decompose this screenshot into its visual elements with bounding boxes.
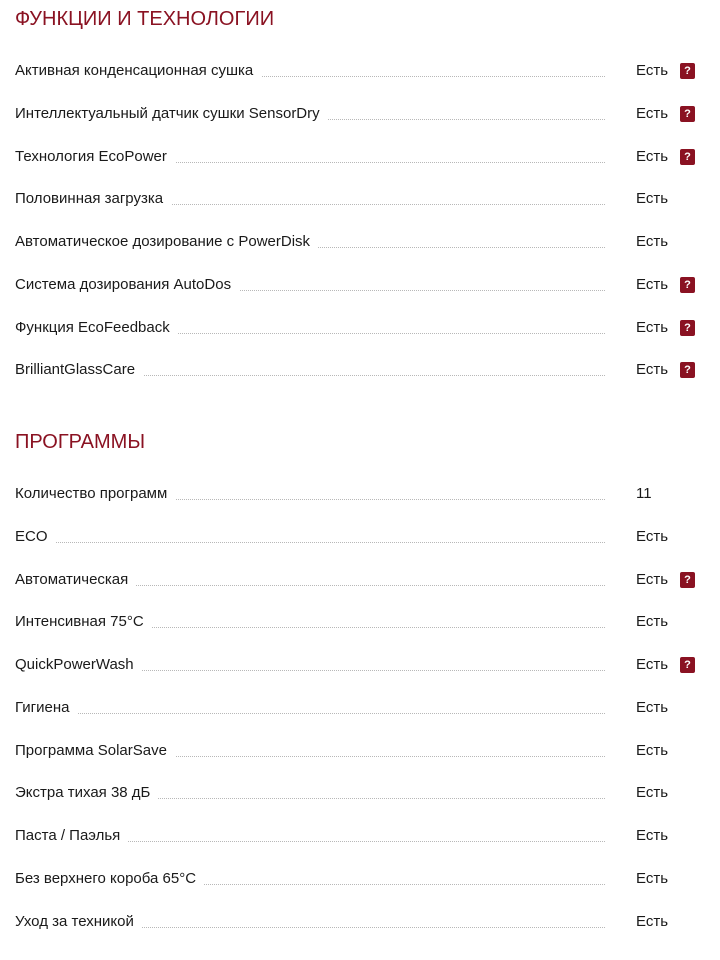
spec-value: Есть bbox=[636, 699, 669, 716]
help-icon[interactable]: ? bbox=[680, 149, 695, 165]
spec-label: Автоматическая bbox=[15, 569, 136, 591]
spec-row bbox=[15, 654, 705, 676]
spec-value: Есть bbox=[636, 361, 669, 378]
spec-label: BrilliantGlassCare bbox=[15, 359, 143, 381]
spec-label: Активная конденсационная сушка bbox=[15, 60, 261, 82]
spec-value: Есть bbox=[636, 613, 669, 630]
spec-row bbox=[15, 60, 705, 82]
spec-label: Интеллектуальный датчик сушки SensorDry bbox=[15, 103, 328, 125]
spec-value: Есть bbox=[636, 784, 669, 801]
spec-row bbox=[15, 526, 705, 548]
spec-row bbox=[15, 188, 705, 210]
spec-label: Без верхнего короба 65°C bbox=[15, 868, 204, 890]
spec-row bbox=[15, 359, 705, 381]
spec-label: Автоматическое дозирование с PowerDisk bbox=[15, 231, 318, 253]
spec-label: Экстра тихая 38 дБ bbox=[15, 782, 158, 804]
spec-label: Функция EcoFeedback bbox=[15, 317, 178, 339]
spec-value: Есть bbox=[636, 870, 669, 887]
spec-row bbox=[15, 740, 705, 762]
spec-row bbox=[15, 274, 705, 296]
spec-value: Есть bbox=[636, 233, 669, 250]
spec-row bbox=[15, 231, 705, 253]
spec-value: 11 bbox=[636, 485, 652, 502]
section-title-features: ФУНКЦИИ И ТЕХНОЛОГИИ bbox=[15, 8, 275, 30]
help-icon[interactable]: ? bbox=[680, 362, 695, 378]
help-icon[interactable]: ? bbox=[680, 572, 695, 588]
spec-label: Технология EcoPower bbox=[15, 146, 175, 168]
spec-value: Есть bbox=[636, 190, 669, 207]
spec-label: Система дозирования AutoDos bbox=[15, 274, 239, 296]
spec-row bbox=[15, 146, 705, 168]
spec-value: Есть bbox=[636, 528, 669, 545]
spec-label: Половинная загрузка bbox=[15, 188, 171, 210]
dotted-leader bbox=[15, 713, 605, 714]
help-icon[interactable]: ? bbox=[680, 320, 695, 336]
help-icon[interactable]: ? bbox=[680, 657, 695, 673]
spec-value: Есть bbox=[636, 319, 669, 336]
spec-value: Есть bbox=[636, 742, 669, 759]
spec-row bbox=[15, 103, 705, 125]
help-icon[interactable]: ? bbox=[680, 277, 695, 293]
spec-label: Интенсивная 75°C bbox=[15, 611, 152, 633]
spec-row bbox=[15, 911, 705, 933]
help-icon[interactable]: ? bbox=[680, 106, 695, 122]
spec-value: Есть bbox=[636, 276, 669, 293]
help-icon[interactable]: ? bbox=[680, 63, 695, 79]
spec-value: Есть bbox=[636, 62, 669, 79]
spec-value: Есть bbox=[636, 827, 669, 844]
spec-row bbox=[15, 697, 705, 719]
spec-row bbox=[15, 569, 705, 591]
spec-label: QuickPowerWash bbox=[15, 654, 142, 676]
spec-row bbox=[15, 868, 705, 890]
spec-row bbox=[15, 317, 705, 339]
spec-label: Уход за техникой bbox=[15, 911, 142, 933]
spec-row bbox=[15, 825, 705, 847]
section-title-programs: ПРОГРАММЫ bbox=[15, 431, 146, 453]
spec-value: Есть bbox=[636, 913, 669, 930]
spec-row bbox=[15, 782, 705, 804]
spec-label: Гигиена bbox=[15, 697, 77, 719]
spec-value: Есть bbox=[636, 105, 669, 122]
spec-row bbox=[15, 611, 705, 633]
spec-row bbox=[15, 483, 705, 505]
spec-value: Есть bbox=[636, 148, 669, 165]
spec-label: Программа SolarSave bbox=[15, 740, 175, 762]
spec-value: Есть bbox=[636, 656, 669, 673]
spec-value: Есть bbox=[636, 571, 669, 588]
spec-label: Количество программ bbox=[15, 483, 175, 505]
spec-label: Паста / Паэлья bbox=[15, 825, 128, 847]
dotted-leader bbox=[15, 542, 605, 543]
spec-label: ECO bbox=[15, 526, 56, 548]
